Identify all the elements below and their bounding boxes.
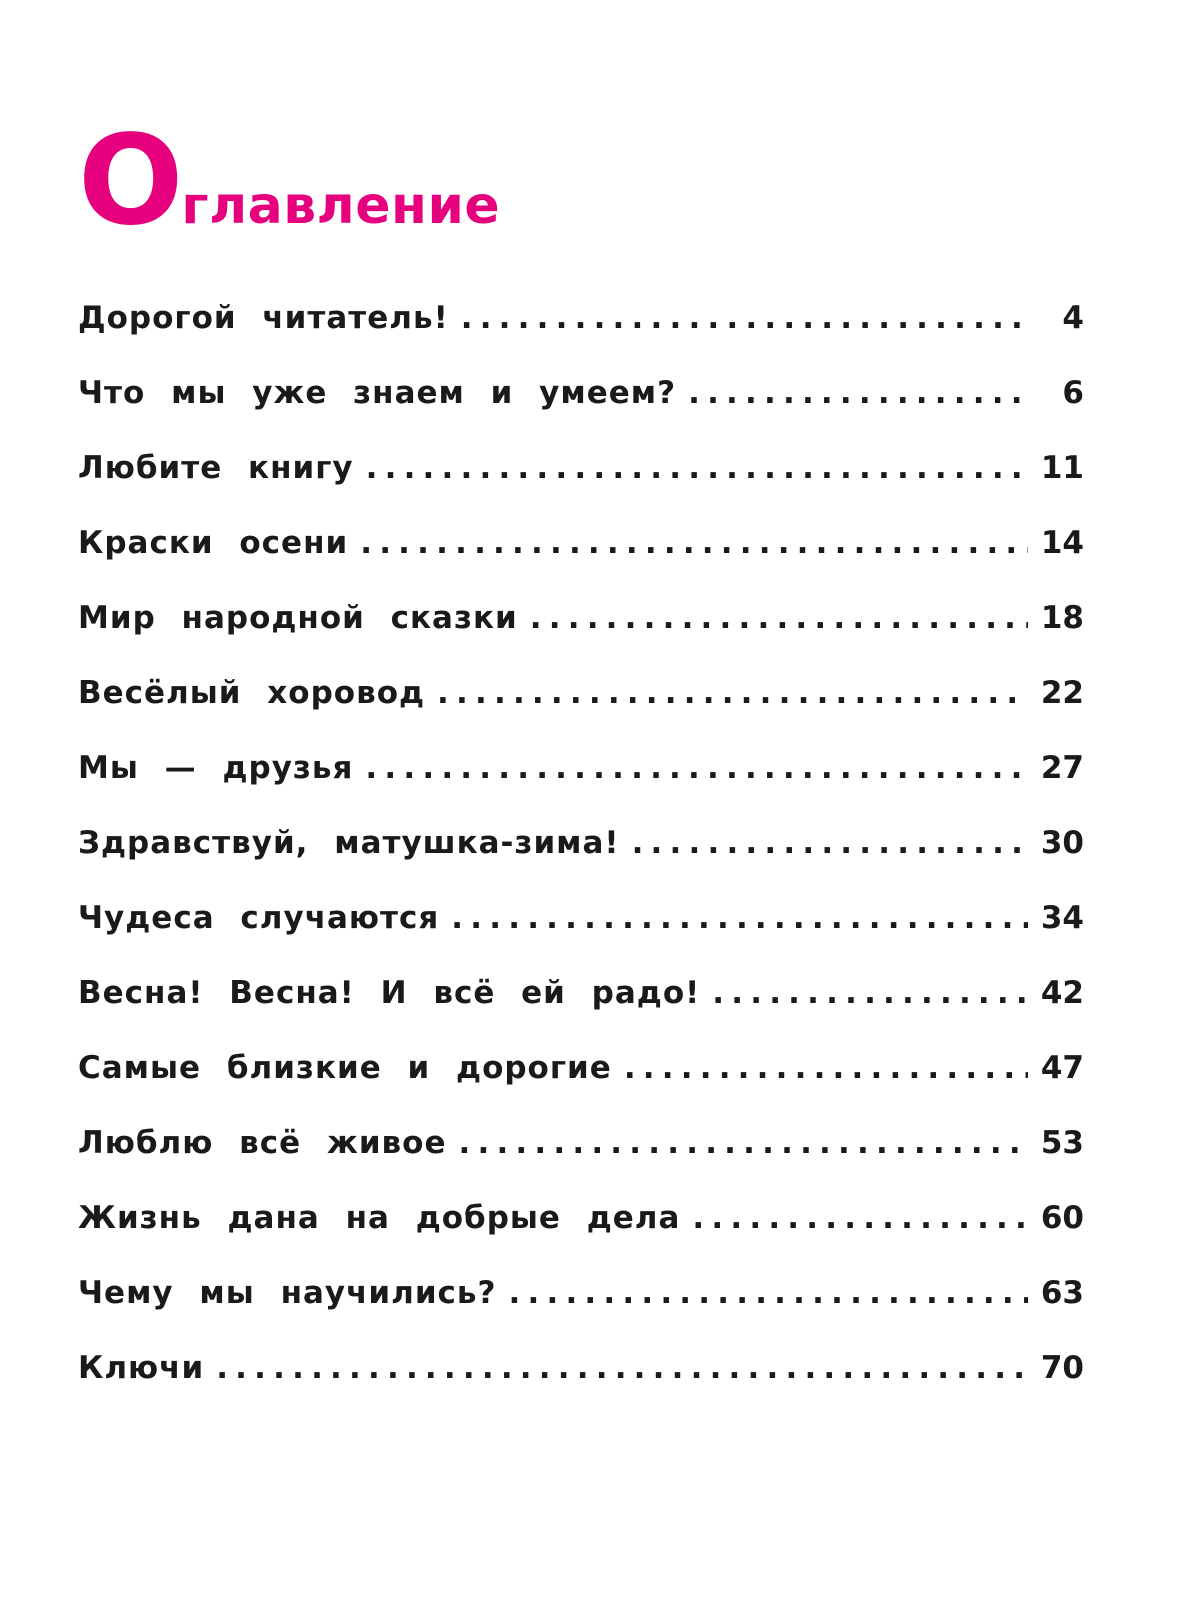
toc-leader-dots (692, 1200, 1028, 1236)
toc-entry-title: Что мы уже знаем и умеем? (78, 375, 677, 411)
toc-entry (78, 750, 1084, 825)
toc-leader-dots (509, 1275, 1028, 1311)
toc-entry-title: Чудеса случаются (78, 900, 440, 936)
toc-entry (78, 1125, 1084, 1200)
toc-leader-dots (451, 900, 1028, 936)
title-initial-letter: О (78, 109, 182, 254)
page-title (78, 109, 501, 254)
toc-leader-dots (459, 1125, 1029, 1161)
toc-leader-dots (530, 600, 1028, 636)
toc-entry (78, 900, 1084, 975)
toc-leader-dots (632, 825, 1028, 861)
toc-page-number: 11 (1040, 450, 1084, 486)
toc-page-number: 60 (1040, 1200, 1084, 1236)
toc-entry-title: Чему мы научились? (78, 1275, 497, 1311)
toc-entry (78, 1200, 1084, 1275)
toc-leader-dots (366, 450, 1028, 486)
toc-leader-dots (688, 375, 1028, 411)
toc-page-number: 27 (1040, 750, 1084, 786)
toc-page-number: 22 (1040, 675, 1084, 711)
toc-entry (78, 375, 1084, 450)
toc-entry (78, 1275, 1084, 1350)
toc-leader-dots (216, 1350, 1028, 1386)
toc-entry (78, 1350, 1084, 1425)
toc-leader-dots (624, 1050, 1028, 1086)
toc-entry (78, 975, 1084, 1050)
title-rest: главление (181, 176, 501, 237)
toc-entry (78, 1050, 1084, 1125)
toc-page-number: 6 (1062, 375, 1084, 411)
toc-page-number: 14 (1040, 525, 1084, 561)
toc-page-number: 70 (1040, 1350, 1084, 1386)
toc-entry (78, 825, 1084, 900)
toc-entry-title: Люблю всё живое (78, 1125, 447, 1161)
toc-entry-title: Самые близкие и дорогие (78, 1050, 612, 1086)
toc-entry-title: Мир народной сказки (78, 600, 518, 636)
toc-entry-title: Здравствуй, матушка-зима! (78, 825, 620, 861)
toc-page-number: 63 (1040, 1275, 1084, 1311)
toc-leader-dots (461, 300, 1028, 336)
toc-entry (78, 600, 1084, 675)
table-of-contents (78, 300, 1084, 1425)
toc-leader-dots (437, 675, 1028, 711)
toc-page-number: 30 (1040, 825, 1084, 861)
toc-entry-title: Краски осени (78, 525, 349, 561)
toc-entry (78, 525, 1084, 600)
toc-entry-title: Весёлый хоровод (78, 675, 426, 711)
toc-page-number: 4 (1062, 300, 1084, 336)
toc-entry-title: Ключи (78, 1350, 205, 1386)
toc-entry-title: Дорогой читатель! (78, 300, 449, 336)
toc-page-number: 34 (1040, 900, 1084, 936)
toc-page-number: 42 (1040, 975, 1084, 1011)
toc-leader-dots (360, 525, 1028, 561)
toc-entry-title: Весна! Весна! И всё ей радо! (78, 975, 701, 1011)
toc-entry (78, 675, 1084, 750)
toc-entry (78, 300, 1084, 375)
toc-page-number: 53 (1040, 1125, 1084, 1161)
toc-page-number: 18 (1040, 600, 1084, 636)
toc-entry (78, 450, 1084, 525)
toc-entry-title: Любите книгу (78, 450, 354, 486)
toc-leader-dots (712, 975, 1028, 1011)
toc-page-number: 47 (1040, 1050, 1084, 1086)
toc-entry-title: Мы — друзья (78, 750, 354, 786)
toc-entry-title: Жизнь дана на добрые дела (78, 1200, 681, 1236)
toc-leader-dots (365, 750, 1028, 786)
